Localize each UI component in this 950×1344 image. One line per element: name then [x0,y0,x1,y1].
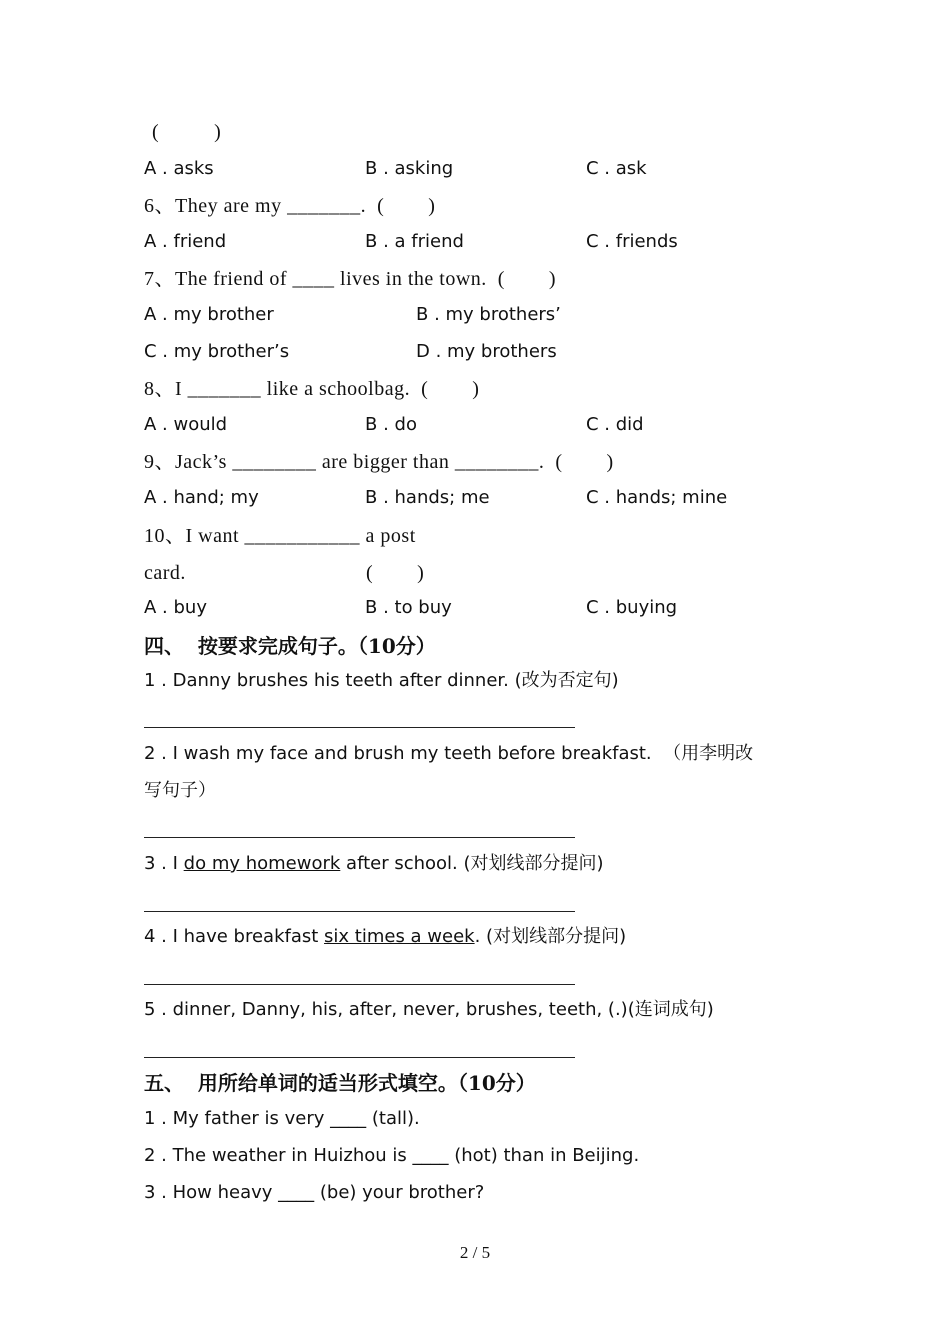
answer-line[interactable] [144,837,575,838]
question-9: 9、Jack’s ________ are bigger than ________. ( ) [144,451,614,473]
q7-option-c: C . my brother’s [144,341,290,362]
q9-option-a: A . hand; my [144,487,259,508]
s5-item-2: 2 . The weather in Huizhou is ____ (hot) than in Beijing. [144,1145,640,1166]
q7-option-a: A . my brother [144,304,274,325]
answer-line[interactable] [144,727,575,728]
s5-item-1: 1 . My father is very ____ (tall). [144,1108,420,1129]
s4-item-1: 1 . Danny brushes his teeth after dinner. (改为否定句) [144,670,619,691]
q6-option-a: A . friend [144,231,227,252]
q7-option-d: D . my brothers [416,341,557,362]
q6-option-b: B . a friend [365,231,464,252]
q10-option-b: B . to buy [365,597,452,618]
q5-option-b: B . asking [365,158,454,179]
q5-answer-paren: ( ) [152,121,222,143]
answer-line[interactable] [144,1057,575,1058]
s5-item-3: 3 . How heavy ____ (be) your brother? [144,1182,485,1203]
answer-line[interactable] [144,984,575,985]
text: after school. (对划线部分提问) [340,853,604,874]
page-number: 2 / 5 [459,1243,491,1262]
q10-answer-paren: ( ) [366,562,425,584]
q5-option-a: A . asks [144,158,214,179]
q10-option-c: C . buying [586,597,678,618]
q8-option-c: C . did [586,414,644,435]
text: 4 . I have breakfast [144,926,325,947]
s4-item-4 [144,925,626,949]
s4-item-2: 2 . I wash my face and brush my teeth before breakfast. （用李明改 [144,743,754,764]
question-10: 10、I want ___________ a post [144,525,416,547]
s4-item-5: 5 . dinner, Danny, his, after, never, brushes, teeth, (.)(连词成句) [144,999,714,1020]
underlined-text: six times a week [324,926,475,947]
s4-item-3 [144,852,604,876]
question-10-cont: card. [144,562,186,584]
q5-option-c: C . ask [586,158,647,179]
section-4-title: 四、 按要求完成句子。（10分） [144,634,436,658]
q9-option-b: B . hands; me [365,487,490,508]
q6-option-c: C . friends [586,231,678,252]
question-8: 8、I _______ like a schoolbag. ( ) [144,378,480,400]
s4-item-2-cont: 写句子） [144,780,216,801]
q10-option-a: A . buy [144,597,207,618]
q7-option-b: B . my brothers’ [416,304,561,325]
text: . (对划线部分提问) [474,926,627,947]
answer-line[interactable] [144,911,575,912]
question-6: 6、They are my _______. ( ) [144,195,436,217]
question-7: 7、The friend of ____ lives in the town. ( ) [144,268,557,290]
text: 3 . I [144,853,184,874]
q9-option-c: C . hands; mine [586,487,728,508]
underlined-text: do my homework [183,853,341,874]
section-5-title: 五、 用所给单词的适当形式填空。（10分） [144,1071,536,1095]
q8-option-b: B . do [365,414,417,435]
q8-option-a: A . would [144,414,228,435]
